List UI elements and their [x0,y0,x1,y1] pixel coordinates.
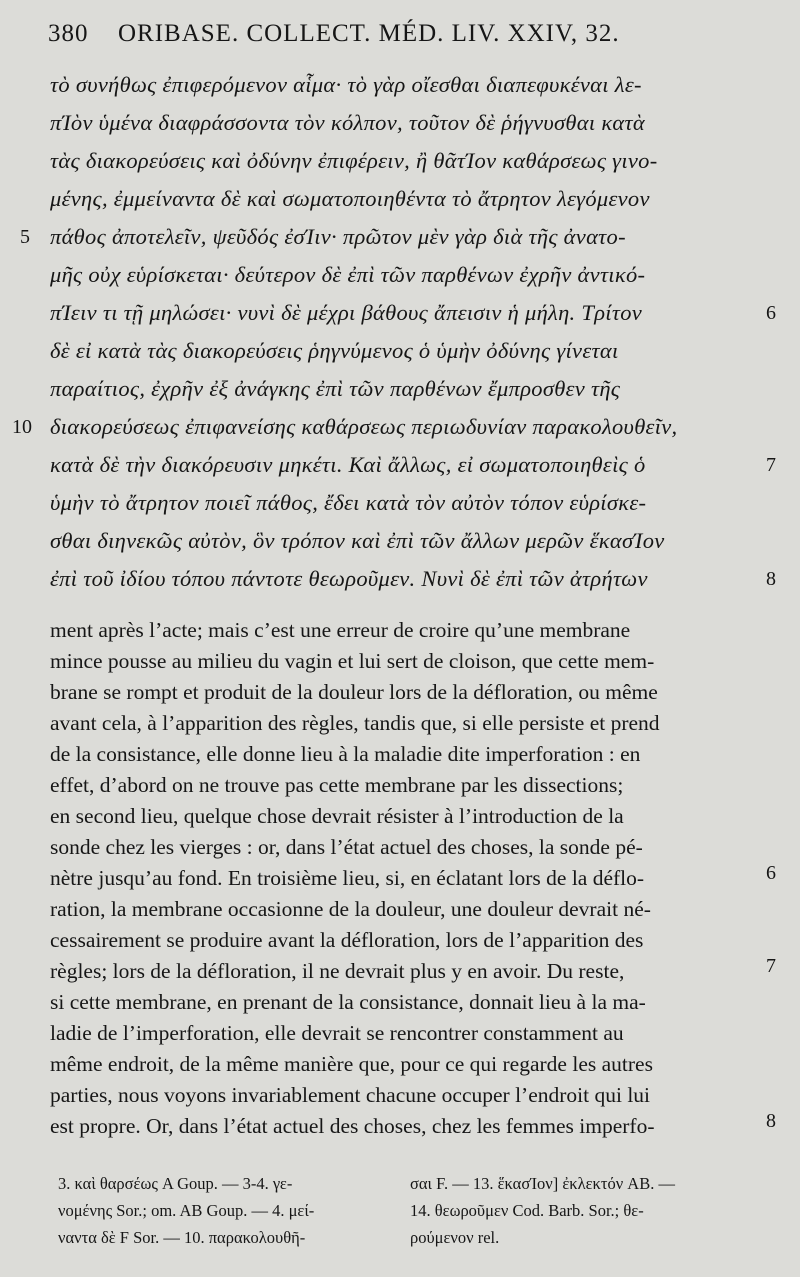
french-line: avant cela, à l’apparition des règles, tandis que, si elle persiste et prend [50,711,660,735]
footnote-line: 3. καὶ θαρσέως A Goup. — 3-4. γε- [58,1174,293,1193]
running-header [48,20,688,48]
french-line: en second lieu, quelque chose devrait résister à l’introduction de la [50,804,624,828]
greek-line: πάθος ἀποτελεῖν, ψεῦδός ἐσΊιν· πρῶτον μὲν γὰρ διὰ τῆς ἀνατο- [50,224,626,249]
footnote-line: ρούμενον rel. [410,1228,500,1247]
section-number: 8 [766,568,776,590]
greek-line: ὑμὴν τὸ ἄτρητον ποιεῖ πάθος, ἔδει κατὰ τὸν αὐτὸν τόπον εὑρίσκε- [50,490,647,515]
section-number: 6 [766,862,776,884]
section-number: 8 [766,1110,776,1132]
french-line: de la consistance, elle donne lieu à la maladie dite imperforation : en [50,742,641,766]
french-line: ladie de l’imperforation, elle devrait se rencontrer constamment au [50,1021,624,1045]
french-line: nètre jusqu’au fond. En troisième lieu, si, en éclatant lors de la déflo- [50,866,645,890]
greek-line: διακορεύσεως ἐπιφανείσης καθάρσεως περιωδυνίαν παρακολουθεῖν, [50,414,678,439]
french-line: ment après l’acte; mais c’est une erreur de croire qu’une membrane [50,618,631,642]
page-number: 380 [48,20,89,47]
running-title: ORIBASE. COLLECT. MÉD. LIV. XXIV, 32. [118,20,620,47]
greek-line: σθαι διηνεκῶς αὐτὸν, ὃν τρόπον καὶ ἐπὶ τῶν ἄλλων μερῶν ἕκασΊον [50,528,665,553]
greek-line: ἐπὶ τοῦ ἰδίου τόπου πάντοτε θεωροῦμεν. Νυνὶ δὲ ἐπὶ τῶν ἀτρήτων [50,566,648,591]
section-number: 7 [766,955,776,977]
greek-line: μένης, ἐμμείναντα δὲ καὶ σωματοποιηθέντα τὸ ἄτρητον λεγόμενον [50,186,650,211]
greek-line: παραίτιος, ἐχρῆν ἐξ ἀνάγκης ἐπὶ τῶν παρθένων ἔμπροσθεν τῆς [50,376,621,401]
greek-line: τὸ συνήθως ἐπιφερόμενον αἷμα· τὸ γὰρ οἴεσθαι διαπεφυκέναι λε- [50,72,642,97]
french-line: est propre. Or, dans l’état actuel des choses, chez les femmes imperfo- [50,1114,655,1138]
line-number: 10 [12,416,32,438]
greek-line: κατὰ δὲ τὴν διακόρευσιν μηκέτι. Καὶ ἄλλως, εἰ σωματοποιηθεὶς ὁ [50,452,646,477]
french-line: mince pousse au milieu du vagin et lui sert de cloison, que cette mem- [50,649,655,673]
greek-line: πΊὸν ὑμένα διαφράσσοντα τὸν κόλπον, τοῦτον δὲ ῥήγνυσθαι κατὰ [50,110,645,135]
line-number: 5 [20,226,30,248]
french-line: parties, nous voyons invariablement chacune occuper l’endroit qui lui [50,1083,651,1107]
footnote-line: 14. θεωροῦμεν Cod. Barb. Sor.; θε- [410,1201,644,1220]
footnote-line: σαι F. — 13. ἕκασΊον] ἐκλεκτόν AB. — [410,1174,675,1193]
greek-line: τὰς διακορεύσεις καὶ ὀδύνην ἐπιφέρειν, ἢ θᾶτΊον καθάρσεως γινο- [50,148,658,173]
footnote-line: ναντα δὲ F Sor. — 10. παρακολουθῆ- [58,1228,306,1247]
greek-line: δὲ εἰ κατὰ τὰς διακορεύσεις ῥηγνύμενος ὁ ὑμὴν ὀδύνης γίνεται [50,338,619,363]
section-number: 6 [766,302,776,324]
footnote-line: νομένης Sor.; om. AB Goup. — 4. μεί- [58,1201,315,1220]
french-line: si cette membrane, en prenant de la consistance, donnait lieu à la ma- [50,990,646,1014]
french-line: effet, d’abord on ne trouve pas cette membrane par les dissections; [50,773,624,797]
french-line: brane se rompt et produit de la douleur lors de la défloration, ou même [50,680,658,704]
greek-line: πΊειν τι τῇ μηλώσει· νυνὶ δὲ μέχρι βάθους ἄπεισιν ἡ μήλη. Τρίτον [50,300,643,325]
section-number: 7 [766,454,776,476]
french-line: règles; lors de la défloration, il ne devrait plus y en avoir. Du reste, [50,959,625,983]
french-line: cessairement se produire avant la défloration, lors de l’apparition des [50,928,644,952]
greek-line: μῆς οὐχ εὑρίσκεται· δεύτερον δὲ ἐπὶ τῶν παρθένων ἐχρῆν ἀντικό- [50,262,646,287]
french-line: sonde chez les vierges : or, dans l’état actuel des choses, la sonde pé- [50,835,643,859]
french-line: même endroit, de la même manière que, pour ce qui regarde les autres [50,1052,653,1076]
french-line: ration, la membrane occasionne de la douleur, une douleur devrait né- [50,897,651,921]
